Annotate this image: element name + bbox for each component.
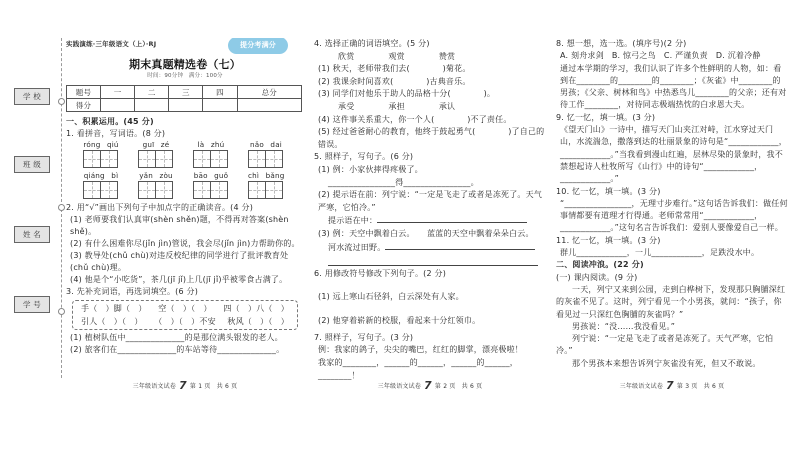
writing-grid: [83, 150, 119, 168]
writing-grid: [138, 150, 174, 168]
writing-grid: [248, 181, 284, 199]
page-footer: [350, 380, 510, 393]
question-item: (2) 旅客们在______________的车站等待______________。: [70, 345, 285, 354]
pinyin-text: bāo guǒ: [193, 171, 229, 180]
page-number: 第 2 页 共 6 页: [434, 383, 483, 390]
idiom-item: 四（ ）八（ ）: [223, 304, 289, 313]
writing-box: [265, 181, 283, 199]
pinyin-text: yǎn zòu: [139, 171, 173, 180]
question-item: (2) 我课余时间喜欢( )古典音乐。: [318, 76, 471, 86]
pinyin-text: nǎo dai: [249, 140, 282, 149]
idiom-item: 空（ ）（ ）: [158, 304, 212, 313]
score-cell: [101, 99, 135, 112]
writing-box: [138, 150, 156, 168]
choice-option: A. 刻舟求剑: [560, 51, 604, 61]
writing-box: [248, 150, 266, 168]
pinyin-row: [66, 140, 304, 168]
question-title: 3. 先补充词语，再选词填空。(6 分): [66, 287, 199, 296]
writing-box: [265, 150, 283, 168]
answer-line: [314, 241, 546, 255]
binding-hole-icon: [58, 308, 65, 315]
idiom-row: [81, 302, 289, 315]
question-item: (3) 例：天空中飘着白云。 蓝蓝的天空中飘着朵朵白云。: [318, 228, 534, 238]
idiom-row: [81, 315, 289, 328]
idiom-item: 引人（ ）（ ）: [81, 317, 143, 326]
question-item: (1) 秋天，老师带我们去( )菊花。: [318, 64, 471, 74]
paper-header: [66, 38, 304, 54]
footer-label: 三年级语文试卷: [132, 383, 177, 390]
prompt-label: 河水流过田野。: [328, 242, 386, 252]
question-item: (2) 提示语在前：列宁说：“一定是飞走了或者是冻死了。天气严寒，它怕冷。”: [318, 190, 543, 212]
question-item: (2) 有什么困难你尽(jǐn jìn)管说，我会尽(jǐn jìn)力帮助你的。: [70, 239, 300, 248]
question-title: 6. 用修改符号修改下列句子。(2 分): [314, 269, 447, 279]
answer-line: [314, 214, 546, 228]
page-footer: [592, 380, 752, 393]
binding-hole-icon: [58, 98, 65, 105]
page-3-column: [556, 38, 788, 380]
writing-box: [83, 150, 101, 168]
time-score-info: 时间：90分钟 满分：100分: [147, 73, 223, 79]
writing-box: [210, 150, 228, 168]
word-option: 观赏: [388, 51, 405, 61]
idiom-box: [72, 300, 298, 330]
section-heading: 二、阅读冲浪。(22 分): [556, 260, 644, 270]
idiom-item: 秋风（ ）（ ）: [227, 317, 289, 326]
question-item: 例：我家的鸽子，尖尖的嘴巴，红红的脚掌，漂亮极啦！: [318, 345, 523, 355]
page-footer: [105, 380, 265, 393]
question-title: 9. 忆一忆，填一填。(3 分): [556, 112, 656, 122]
question-title: 7. 照样子，写句子。(3 分): [314, 332, 414, 342]
word-option: 承受: [338, 101, 355, 111]
score-table: [66, 85, 302, 112]
word-options: [314, 101, 546, 114]
binding-hole-icon: [58, 204, 65, 211]
reading-paragraph: 列宁说：“一定是飞走了或者是冻死了。天气严寒，它怕冷。”: [556, 334, 774, 356]
pinyin-item: [138, 140, 174, 168]
score-cell: [237, 99, 301, 112]
choice-option: B. 惊弓之鸟: [611, 51, 656, 61]
paper-number: 7: [666, 379, 674, 392]
question-text: “________________，无理寸步难行。”这句话告诉我们：做任何事情都要有道理才行得通。老师常常用“____________，____________。”这句名言告诉我们：爱别人要像爱自己一样。: [560, 198, 788, 233]
word-option: 欣赏: [338, 51, 355, 61]
page-1-column: [66, 38, 304, 380]
page-number: 第 3 页 共 6 页: [676, 383, 725, 390]
score-badge: 提分考满分: [228, 38, 288, 54]
student-id-field-label: 学 号: [14, 296, 50, 313]
page-2-column: [314, 38, 546, 380]
pinyin-text: qiáng bì: [83, 171, 119, 180]
writing-grid: [138, 181, 174, 199]
question-item: (1) 例：小家伙摔得疼极了。: [318, 164, 423, 174]
reading-paragraph: 那个男孩本来想告诉列宁灰雀没有死，但又不敢说。: [572, 358, 761, 368]
writing-grid: [193, 181, 229, 199]
question-title: 10. 忆一忆，填一填。(3 分): [556, 186, 661, 196]
writing-box: [100, 181, 118, 199]
score-table-header: 题号: [67, 86, 101, 99]
pinyin-item: [83, 140, 119, 168]
writing-box: [155, 181, 173, 199]
idiom-item: 手（ ）脚（ ）: [81, 304, 147, 313]
score-table-header: 三: [169, 86, 203, 99]
score-cell: [169, 99, 203, 112]
reading-paragraph: 男孩说：“没……我没看见。”: [572, 321, 676, 331]
question-text: 《望天门山》一诗中，描写天门山夹江对峙，江水穿过天门山，水流湍急，撒落到达的壮丽景象的诗句是“____________，____________。”当我看到漫山红遍，层林尽染的景象时，我不禁想起诗人杜牧所写《山行》中的诗句“____________，____________。”: [560, 125, 787, 184]
name-field-label: 姓 名: [14, 226, 50, 243]
writing-grid: [248, 150, 284, 168]
writing-grid: [193, 150, 229, 168]
score-table-header: 四: [203, 86, 237, 99]
pinyin-item: [248, 171, 284, 199]
word-option: 赞赏: [438, 51, 456, 61]
question-item: (4) 这件事关系重大，你一个人( )不了责任。: [318, 114, 512, 124]
word-options: [314, 51, 546, 64]
question-item: (2) 他穿着崭新的校服，看起来十分红领巾。: [318, 316, 481, 326]
reading-title: (一) 课内阅读。(9 分): [556, 272, 638, 282]
pinyin-item: [193, 140, 229, 168]
question-text: 通过本学期的学习，我们认识了许多个性鲜明的人物，如：看到在________的________的________；《灰雀》中________的男孩；《父亲、树林和鸟》中热悉鸟儿________的父亲；还有对待工作________，对待同志极端热忱的白求恩大夫。: [560, 63, 787, 110]
answer-line: 我家的________，______的______，______的______，________！: [318, 358, 518, 380]
writing-box: [210, 181, 228, 199]
paper-number: 7: [179, 379, 187, 392]
idiom-item: （ ）（ ）不安: [154, 317, 216, 326]
writing-box: [193, 181, 211, 199]
question-item: (4) 他是个“小吃货”，茶几(jī jǐ)上几(jī jǐ)乎被零食占满了。: [70, 275, 288, 284]
question-title: 4. 选择正确的词语填空。(5 分): [314, 39, 430, 48]
question-title: 1. 看拼音，写词语。(8 分): [66, 129, 166, 138]
answer-blank: [328, 254, 538, 266]
pinyin-text: chì bǎng: [248, 171, 285, 180]
writing-box: [248, 181, 266, 199]
pinyin-item: [193, 171, 229, 199]
question-item: (1) 植树队伍中______________的是那位满头银发的老人。: [70, 333, 283, 342]
pinyin-text: guī zé: [142, 140, 170, 149]
word-option: 承担: [388, 101, 405, 111]
answer-blank: [385, 241, 535, 250]
writing-box: [100, 150, 118, 168]
answer-blank: [377, 214, 527, 223]
score-cell: [203, 99, 237, 112]
writing-box: [138, 181, 156, 199]
pinyin-text: róng qiú: [83, 140, 119, 149]
pinyin-text: là zhú: [197, 140, 225, 149]
score-cell: [135, 99, 169, 112]
section-heading: 一、积累运用。(45 分): [66, 117, 154, 126]
score-table-header-row: [67, 86, 302, 99]
school-field-label: 学 校: [14, 88, 50, 105]
page-number: 第 1 页 共 6 页: [189, 383, 238, 390]
answer-line: ________________得________________。: [328, 177, 479, 187]
question-text: 群儿____________，一儿____________，足跌没水中。: [560, 248, 760, 258]
pinyin-item: [83, 171, 119, 199]
score-row-label: 得分: [67, 99, 101, 112]
footer-label: 三年级语文试卷: [377, 383, 422, 390]
writing-box: [193, 150, 211, 168]
paper-title: 期末真题精选卷（七）: [129, 58, 241, 71]
question-title: 5. 照样子，写句子。(6 分): [314, 152, 414, 162]
score-table-score-row: [67, 99, 302, 112]
question-title: 8. 想一想，选一选。(填序号)(2 分): [556, 39, 687, 48]
reading-paragraph: 一天，列宁又来到公园，走到白桦树下，发现那只胸脯深红的灰雀不见了。这时，列宁看见一个小男孩，就问：“孩子，你看见过一只深红色胸脯的灰雀吗？”: [556, 284, 786, 319]
pinyin-item: [248, 140, 284, 168]
writing-box: [83, 181, 101, 199]
question-item: (3) 教导处(chǔ chù)对违反校纪律的同学进行了批评教育处(chǔ chù)理。: [70, 251, 289, 272]
series-label: 实践演练·三年级语文（上）·RJ: [66, 40, 157, 48]
score-table-header: 总分: [237, 86, 301, 99]
question-item: (3) 同学们对他乐于助人的品格十分( )。: [318, 89, 496, 99]
word-option: 承认: [438, 101, 456, 111]
pinyin-row: [66, 171, 304, 199]
question-item: (1) 远上寒山石径斜，白云深处有人家。: [318, 291, 464, 301]
pinyin-item: [138, 171, 174, 199]
choice-option: C. 严谨负责: [663, 51, 708, 61]
question-title: 11. 忆一忆，填一填。(3 分): [556, 235, 661, 245]
score-table-header: 一: [101, 86, 135, 99]
class-field-label: 班 级: [14, 156, 50, 173]
question-item: (1) 老师要我们认真审(shèn shěn)题，不得再对答案(shèn shě)。: [70, 215, 289, 236]
score-table-header: 二: [135, 86, 169, 99]
writing-grid: [83, 181, 119, 199]
choice-option: D. 沉着冷静: [715, 51, 761, 61]
question-item: (5) 经过爸爸耐心的教育，他终于鼓起勇气( )了自己的错误。: [318, 127, 545, 149]
question-title: 2. 用“√”画出下列句子中加点字的正确读音。(4 分): [66, 203, 254, 212]
choice-options: [556, 50, 788, 62]
prompt-label: 提示语在中：: [328, 216, 378, 226]
footer-label: 三年级语文试卷: [619, 383, 664, 390]
writing-box: [155, 150, 173, 168]
paper-number: 7: [424, 379, 432, 392]
